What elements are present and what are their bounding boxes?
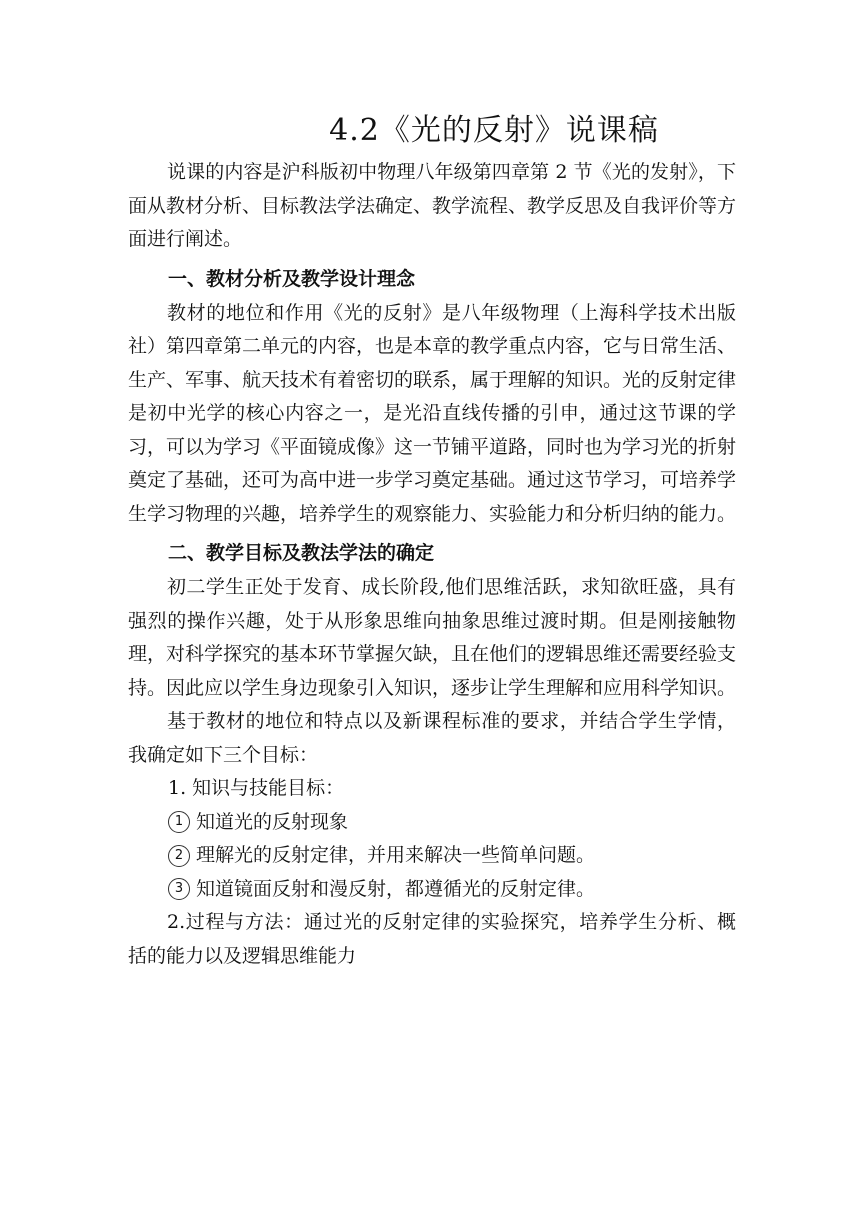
circled-number: 2 [168, 845, 190, 867]
list-item-text: 知道光的反射现象 [196, 810, 349, 833]
section-heading-2: 二、教学目标及教法学法的确定 [168, 542, 435, 564]
intro-paragraph: 说课的内容是沪科版初中物理八年级第四章第 2 节《光的发射》，下面从教材分析、目标教法学法确定、教学流程、教学反思及自我评价等方面进行阐述。 [128, 161, 737, 250]
goal1-label: 1. 知识与技能目标： [168, 777, 345, 799]
list-item [128, 873, 736, 907]
circled-number: 1 [168, 811, 190, 833]
section2-paragraph-2: 基于教材的地位和特点以及新课程标准的要求，并结合学生学情，我确定如下三个目标： [128, 710, 736, 766]
list-item-text: 理解光的反射定律，并用来解决一些简单问题。 [196, 844, 596, 866]
section1-paragraph: 教材的地位和作用《光的反射》是八年级物理（上海科学技术出版社）第四章第二单元的内容，也是本章的教学重点内容，它与日常生活、生产、军事、航天技术有着密切的联系，属于理解的知识。光的反射定律是初中光学的核心内容之一，是光沿直线传播的引申，通过这节课的学习，可以为学习《平面镜成像》这一节铺平道路，同时也为学习光的折射奠定了基础，还可为高中进一步学习奠定基础。通过这节学习，可培养学生学习物理的兴趣，培养学生的观察能力、实验能力和分析归纳的能力。 [128, 301, 737, 525]
circled-number: 3 [168, 878, 190, 900]
goal2-paragraph: 2.过程与方法：通过光的反射定律的实验探究，培养学生分析、概括的能力以及逻辑思维能力 [128, 911, 736, 967]
document-title: 4.2《光的反射》说课稿 [329, 113, 659, 148]
list-item [128, 806, 736, 840]
section-heading-1: 一、教材分析及教学设计理念 [168, 267, 416, 290]
document-body [128, 106, 736, 973]
list-item-text: 知道镜面反射和漫反射，都遵循光的反射定律。 [196, 877, 596, 900]
list-item [128, 839, 736, 873]
section2-paragraph-1: 初二学生正处于发育、成长阶段,他们思维活跃，求知欲旺盛，具有强烈的操作兴趣，处于从形象思维向抽象思维过渡时期。但是刚接触物理，对科学探究的基本环节掌握欠缺，且在他们的逻辑思维还需要经验支持。因此应以学生身边现象引入知识，逐步让学生理解和应用科学知识。 [128, 576, 737, 699]
